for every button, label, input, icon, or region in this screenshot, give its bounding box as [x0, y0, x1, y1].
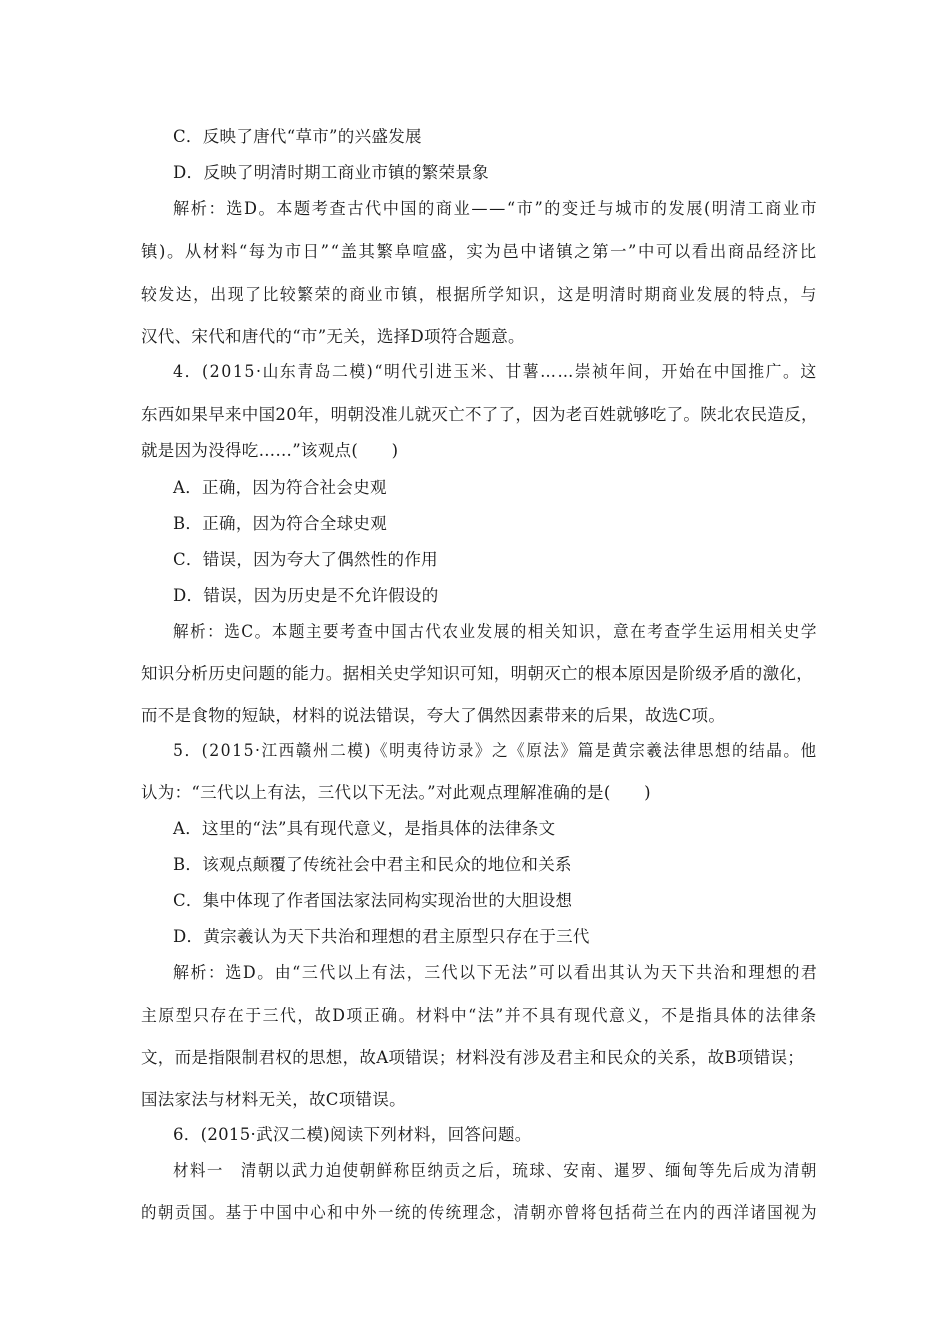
option-d-q4: D．错误，因为历史是不允许假设的 [173, 586, 439, 605]
analysis-q4-line-3: 而不是食物的短缺，材料的说法错误，夸大了偶然因素带来的后果，故选C项。 [141, 706, 726, 725]
option-a-q5: A．这里的“法”具有现代意义，是指具体的法律条文 [173, 819, 556, 838]
question-5-line-1: 5．(2015·江西赣州二模)《明夷待访录》之《原法》篇是黄宗羲法律思想的结晶。他 [173, 741, 818, 760]
analysis-q3-line-3: 较发达，出现了比较繁荣的商业市镇，根据所学知识，这是明清时期商业发展的特点，与 [141, 285, 818, 304]
option-c-q4: C．错误，因为夸大了偶然性的作用 [173, 550, 438, 569]
analysis-q5-line-4: 国法家法与材料无关，故C项错误。 [141, 1090, 406, 1109]
question-4-line-2: 东西如果早来中国20年，明朝没准儿就灭亡不了了，因为老百姓就够吃了。陕北农民造反， [141, 405, 818, 424]
option-b-q5: B．该观点颠覆了传统社会中君主和民众的地位和关系 [173, 855, 572, 874]
analysis-q4-line-1: 解析：选C。本题主要考查中国古代农业发展的相关知识，意在考查学生运用相关史学 [173, 622, 818, 641]
question-4-line-3: 就是因为没得吃……”该观点( ) [141, 441, 399, 460]
question-6-line-1: 6．(2015·武汉二模)阅读下列材料，回答问题。 [173, 1125, 532, 1144]
option-c-q3: C．反映了唐代“草市”的兴盛发展 [173, 127, 422, 146]
analysis-q3-line-1: 解析：选D。本题考查古代中国的商业——“市”的变迁与城市的发展(明清工商业市 [173, 199, 819, 218]
analysis-q5-line-2: 主原型只存在于三代，故D项正确。材料中“法”并不具有现代意义，不是指具体的法律条 [141, 1006, 818, 1025]
analysis-q5-line-3: 文，而是指限制君权的思想，故A项错误；材料没有涉及君主和民众的关系，故B项错误； [141, 1048, 805, 1067]
option-a-q4: A．正确，因为符合社会史观 [173, 478, 387, 497]
option-c-q5: C．集中体现了作者国法家法同构实现治世的大胆设想 [173, 891, 573, 910]
material-1-line-1: 材料一 清朝以武力迫使朝鲜称臣纳贡之后，琉球、安南、暹罗、缅甸等先后成为清朝 [173, 1161, 818, 1180]
material-1-line-2: 的朝贡国。基于中国中心和中外一统的传统理念，清朝亦曾将包括荷兰在内的西洋诸国视为 [141, 1203, 819, 1222]
option-d-q3: D．反映了明清时期工商业市镇的繁荣景象 [173, 163, 489, 182]
question-5-line-2: 认为：“三代以上有法，三代以下无法。”对此观点理解准确的是( ) [141, 783, 651, 802]
option-d-q5: D．黄宗羲认为天下共治和理想的君主原型只存在于三代 [173, 927, 590, 946]
analysis-q3-line-4: 汉代、宋代和唐代的“市”无关，选择D项符合题意。 [141, 327, 525, 346]
analysis-q4-line-2: 知识分析历史问题的能力。据相关史学知识可知，明朝灭亡的根本原因是阶级矛盾的激化， [141, 664, 813, 683]
analysis-q3-line-2: 镇)。从材料“每为市日”“盖其繁阜喧盛，实为邑中诸镇之第一”中可以看出商品经济比 [141, 242, 818, 261]
option-b-q4: B．正确，因为符合全球史观 [173, 514, 388, 533]
analysis-q5-line-1: 解析：选D。由“三代以上有法，三代以下无法”可以看出其认为天下共治和理想的君 [173, 963, 819, 982]
question-4-line-1: 4．(2015·山东青岛二模)“明代引进玉米、甘薯……崇祯年间，开始在中国推广。这 [173, 362, 818, 381]
